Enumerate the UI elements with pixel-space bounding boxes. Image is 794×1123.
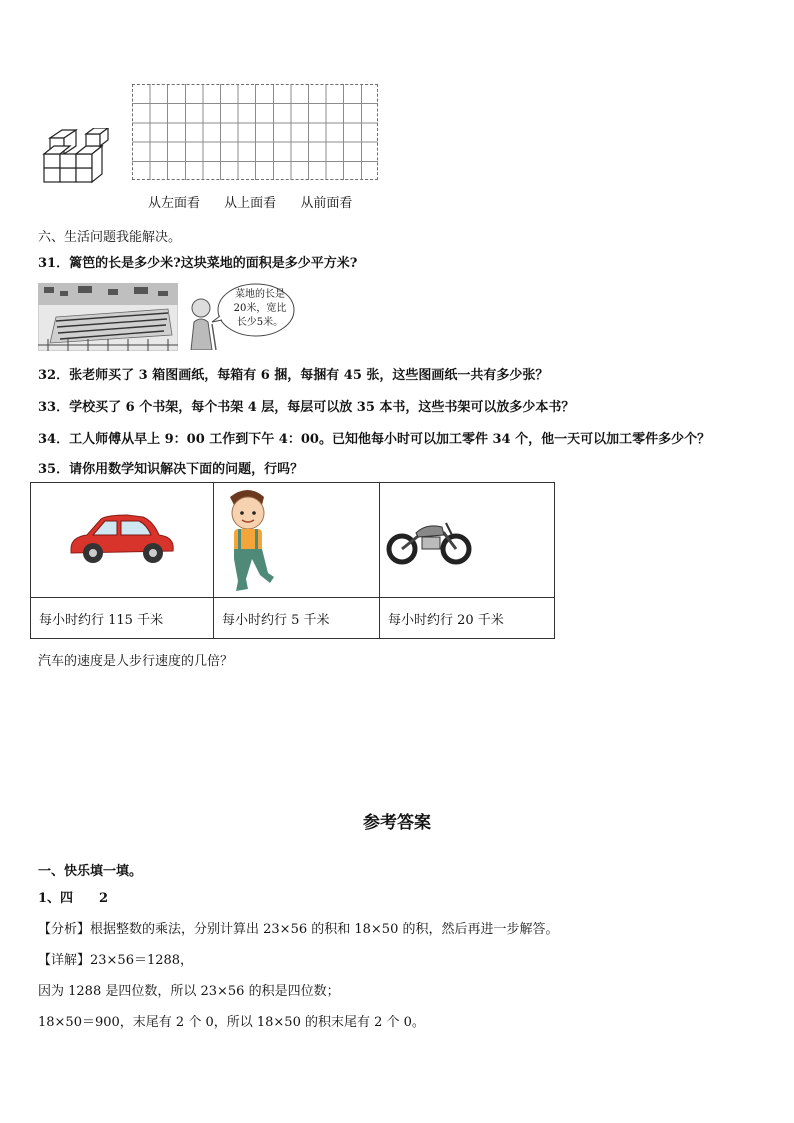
front-view-label: 从前面看	[300, 196, 353, 211]
answer-line-2: 18×50＝900，末尾有 2 个 0，所以 18×50 的积末尾有 2 个 0。	[38, 1015, 425, 1030]
top-view-label: 从上面看	[224, 196, 277, 211]
speech-bubble	[188, 282, 298, 342]
vegetable-field-illustration	[38, 283, 178, 351]
bubble-line-2: 20米，宽比	[233, 303, 287, 314]
bubble-line-3: 长少5米。	[236, 317, 284, 328]
car-speed: 每小时约行 115 千米	[31, 598, 214, 639]
answer-section-1: 一、快乐填一填。	[38, 864, 143, 879]
car-cell	[31, 483, 214, 598]
dashed-drawing-grid[interactable]	[132, 84, 378, 180]
walking-boy-icon	[218, 487, 288, 593]
section-6-heading: 六、生活问题我能解决。	[38, 230, 182, 245]
motorcycle-cell	[380, 483, 555, 598]
walking-boy-cell	[214, 483, 380, 598]
question-33: 33．学校买了 6 个书架，每个书架 4 层，每层可以放 35 本书，这些书架可以放多少本书？	[38, 400, 575, 415]
car-icon	[67, 513, 177, 567]
answer-line-1: 因为 1288 是四位数，所以 23×56 的积是四位数；	[38, 984, 340, 999]
answer-title: 参考答案	[363, 813, 431, 833]
motorcycle-speed: 每小时约行 20 千米	[380, 598, 555, 639]
speed-table	[30, 482, 555, 639]
answer-1: 1、四 2	[38, 891, 109, 906]
view-labels	[148, 192, 378, 211]
answer-analysis: 【分析】根据整数的乘法，分别计算出 23×56 的积和 18×50 的积，然后再进一步解答。	[38, 922, 559, 937]
walking-speed: 每小时约行 5 千米	[214, 598, 380, 639]
question-34: 34．工人师傅从早上 9：00 工作到下午 4：00。已知他每小时可以加工零件 34 个，他一天可以加工零件多少个？	[38, 432, 711, 447]
left-view-label: 从左面看	[148, 196, 201, 211]
question-35-prompt: 汽车的速度是人步行速度的几倍？	[38, 654, 234, 669]
answer-detail: 【详解】23×56＝1288，	[38, 953, 194, 968]
cube-stack-figure	[42, 128, 114, 184]
bubble-line-1: 菜地的长是	[235, 289, 285, 300]
question-32: 32．张老师买了 3 箱图画纸，每箱有 6 捆，每捆有 45 张，这些图画纸一共有多少张？	[38, 368, 549, 383]
question-35: 35．请你用数学知识解决下面的问题，行吗？	[38, 462, 304, 477]
motorcycle-icon	[386, 515, 472, 565]
question-31: 31．篱笆的长是多少米?这块菜地的面积是多少平方米?	[38, 256, 358, 271]
